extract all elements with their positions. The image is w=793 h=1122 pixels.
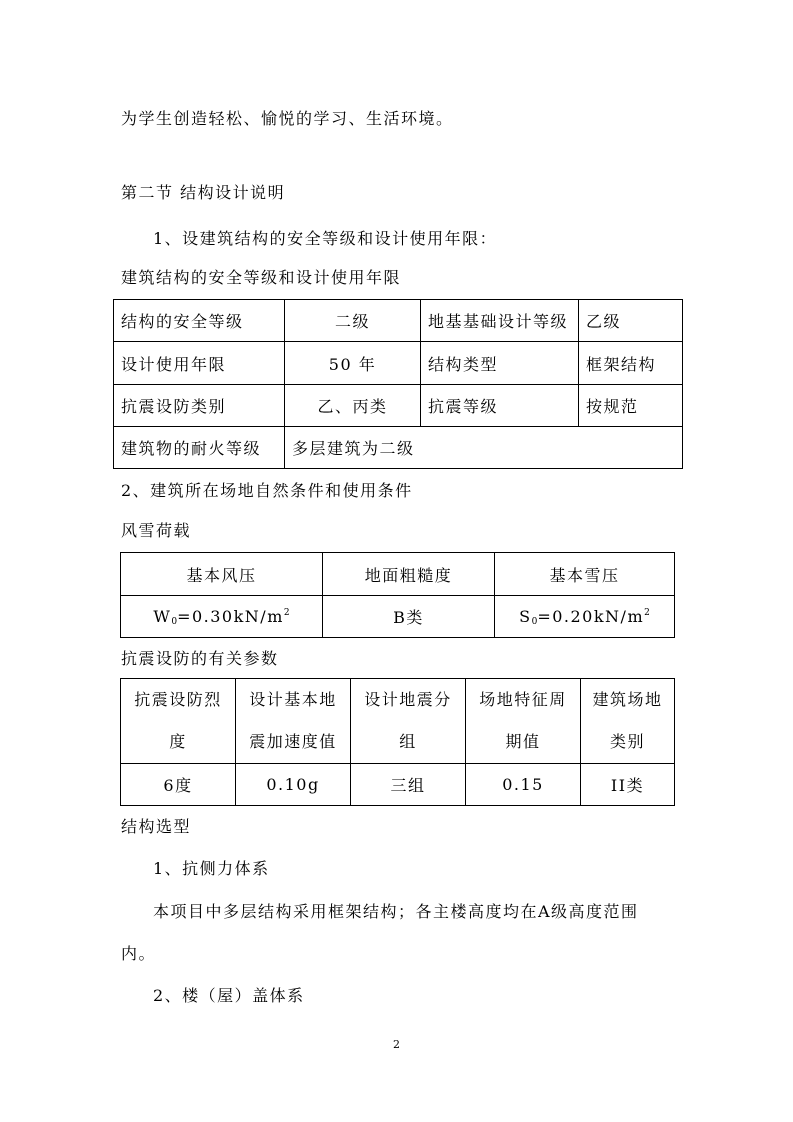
- table-cell: 结构类型: [421, 342, 579, 385]
- safety-grade-table: [113, 299, 683, 469]
- table-cell: 0.10g: [236, 764, 351, 806]
- body-paragraph-line: 内。: [121, 944, 157, 963]
- table-header: 建筑场地 类别: [581, 679, 675, 764]
- table-cell: 乙级: [579, 300, 683, 342]
- basic-snow-pressure-value: $S_0=0.20kN/m^2$: [495, 596, 675, 638]
- table-cell: 地基基础设计等级: [421, 300, 579, 342]
- table-cell: 抗震设防类别: [114, 385, 285, 427]
- table-header: 场地特征周 期值: [466, 679, 581, 764]
- table-cell: 抗震等级: [421, 385, 579, 427]
- table-header: 抗震设防烈 度: [121, 679, 236, 764]
- basic-wind-pressure-value: $W_0=0.30kN/m^2$: [121, 596, 323, 638]
- section-title: 第二节 结构设计说明: [121, 183, 286, 202]
- table-cell: 6度: [121, 764, 236, 806]
- seismic-parameters-table: [120, 678, 675, 806]
- table-header: 设计基本地 震加速度值: [236, 679, 351, 764]
- wind-snow-load-table: [120, 552, 675, 638]
- table-cell: 0.15: [466, 764, 581, 806]
- table-row: [114, 427, 683, 469]
- table-row: [121, 553, 675, 596]
- table-cell: 二级: [285, 300, 421, 342]
- table-header: 基本雪压: [495, 553, 675, 596]
- table-cell: 设计使用年限: [114, 342, 285, 385]
- table-cell: 按规范: [579, 385, 683, 427]
- table-row: [121, 679, 675, 764]
- table2-caption: 风雪荷载: [121, 521, 192, 540]
- body-paragraph-line: 本项目中多层结构采用框架结构；各主楼高度均在A级高度范围: [153, 902, 639, 921]
- table-cell: II类: [581, 764, 675, 806]
- structure-selection-heading: 结构选型: [121, 817, 192, 836]
- paragraph-environment: 为学生创造轻松、愉悦的学习、生活环境。: [121, 109, 454, 128]
- table-row: [121, 764, 675, 806]
- page-number: 2: [393, 1038, 400, 1051]
- table-header: 设计地震分 组: [351, 679, 466, 764]
- sub-heading-floor-system: 2、楼（屋）盖体系: [153, 986, 305, 1005]
- table-row: [114, 342, 683, 385]
- ground-roughness-value: B类: [323, 596, 495, 638]
- table-cell: 50 年: [285, 342, 421, 385]
- table-cell: 乙、丙类: [285, 385, 421, 427]
- table-cell: 三组: [351, 764, 466, 806]
- table-cell: 框架结构: [579, 342, 683, 385]
- table-header: 地面粗糙度: [323, 553, 495, 596]
- table-header: 基本风压: [121, 553, 323, 596]
- table3-caption: 抗震设防的有关参数: [121, 649, 279, 668]
- table-cell: 建筑物的耐火等级: [114, 427, 285, 469]
- item-1-heading: 1、设建筑结构的安全等级和设计使用年限：: [153, 229, 498, 248]
- table-row: [114, 385, 683, 427]
- table-row: [114, 300, 683, 342]
- table-cell: 多层建筑为二级: [285, 427, 683, 469]
- table-cell: 结构的安全等级: [114, 300, 285, 342]
- table1-caption: 建筑结构的安全等级和设计使用年限: [121, 268, 402, 287]
- table-row: [121, 596, 675, 638]
- sub-heading-lateral-system: 1、抗侧力体系: [153, 859, 270, 878]
- item-2-heading: 2、建筑所在场地自然条件和使用条件: [121, 481, 413, 500]
